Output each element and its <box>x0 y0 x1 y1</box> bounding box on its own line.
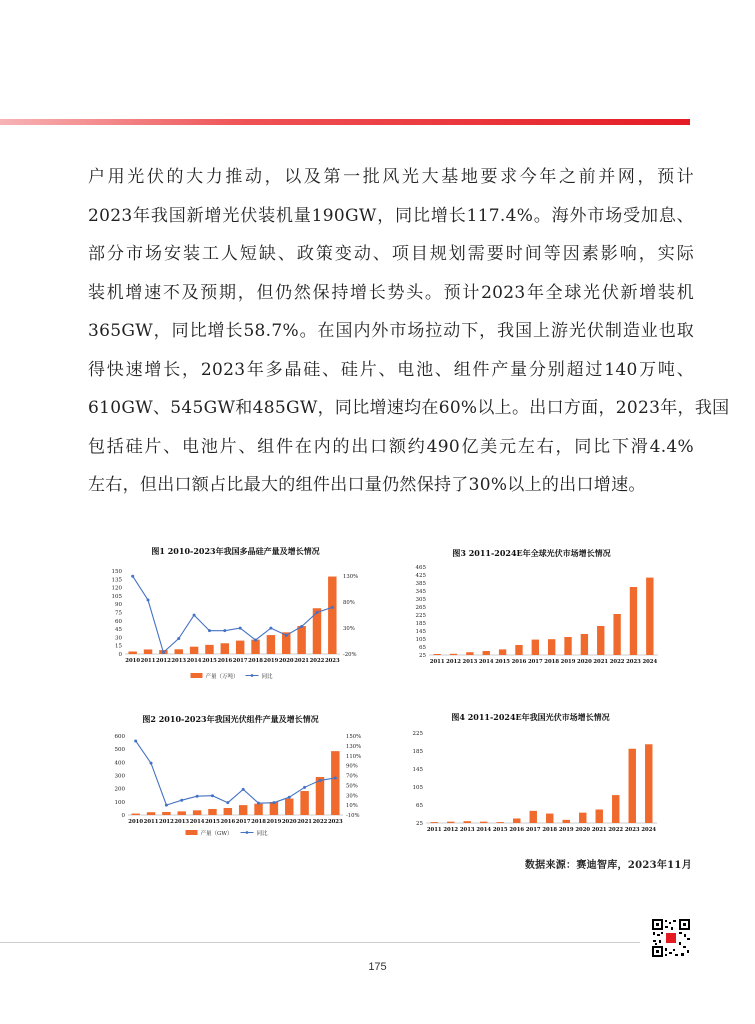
chart-title: 图4 2011-2024E年我国光伏市场增长情况 <box>451 712 610 722</box>
bar <box>480 822 487 823</box>
module-chart-svg <box>103 709 362 839</box>
legend-bar-swatch <box>186 830 198 835</box>
y-tick-label: 145 <box>412 767 423 773</box>
header-accent-bar <box>0 119 690 125</box>
y-right-tick-label: 130% <box>346 743 362 750</box>
x-tick-label: 2011 <box>429 659 445 665</box>
bar <box>224 808 232 815</box>
bar <box>297 626 305 654</box>
growth-point <box>285 634 288 637</box>
bar <box>464 821 471 823</box>
bar <box>613 614 620 655</box>
x-tick-label: 2014 <box>186 658 202 664</box>
x-tick-label: 2015 <box>495 659 510 665</box>
qr-code-icon <box>651 918 691 958</box>
growth-point <box>269 627 272 630</box>
bar <box>128 652 136 654</box>
y-tick-label: 225 <box>415 613 426 619</box>
body-paragraph <box>88 158 730 505</box>
bar <box>267 635 275 654</box>
y-tick-label: 465 <box>415 565 426 571</box>
x-tick-label: 2023 <box>324 658 340 664</box>
growth-point <box>134 739 137 742</box>
x-tick-label: 2014 <box>189 819 205 825</box>
growth-point <box>254 638 257 641</box>
y-right-tick-label: 130% <box>343 574 359 581</box>
bar <box>530 811 537 823</box>
y-tick-label: 25 <box>416 821 423 827</box>
legend-bar-label: 产量（万吨） <box>205 674 239 680</box>
x-tick-label: 2016 <box>509 827 525 833</box>
y-tick-label: 105 <box>415 637 426 643</box>
y-tick-label: 90 <box>115 602 122 609</box>
growth-point <box>288 796 291 799</box>
x-tick-label: 2015 <box>492 827 508 833</box>
bar <box>328 577 336 654</box>
x-tick-label: 2017 <box>525 827 541 833</box>
x-tick-label: 2024 <box>641 827 657 833</box>
growth-point <box>315 611 318 614</box>
bar <box>645 744 652 823</box>
bar <box>646 578 653 655</box>
x-tick-label: 2019 <box>263 658 279 664</box>
x-tick-label: 2016 <box>217 658 233 664</box>
y-tick-label: 15 <box>115 643 122 650</box>
paragraph-line: 装机增速不及预期，但仍然保持增长势头。预计2023年全球光伏新增装机 <box>88 282 694 303</box>
x-tick-label: 2017 <box>232 658 248 664</box>
y-right-tick-label: 30% <box>346 793 358 800</box>
global-pv-chart-svg <box>399 541 664 682</box>
x-tick-label: 2012 <box>159 819 174 825</box>
x-tick-label: 2011 <box>426 827 442 833</box>
y-tick-label: 225 <box>412 731 423 737</box>
chart-china-pv <box>397 709 664 840</box>
x-tick-label: 2011 <box>140 658 156 664</box>
x-tick-label: 2020 <box>278 658 294 664</box>
x-tick-label: 2018 <box>251 819 266 825</box>
y-tick-label: 200 <box>114 786 125 793</box>
paragraph-line: 得快速增长，2023年多晶硅、硅片、电池、组件产量分别超过140万吨、 <box>88 359 694 380</box>
x-tick-label: 2012 <box>156 658 171 664</box>
legend-bar-label: 产量（GW） <box>200 831 233 837</box>
bar <box>147 812 155 815</box>
y-tick-label: 65 <box>416 803 423 809</box>
x-tick-label: 2018 <box>248 658 263 664</box>
china-pv-chart-svg <box>397 709 664 840</box>
y-tick-label: 385 <box>415 581 426 587</box>
y-tick-label: 305 <box>415 597 426 603</box>
y-tick-label: 185 <box>412 749 423 755</box>
bar <box>629 749 636 823</box>
paragraph-line: 部分市场安装工人短缺、政策变动、项目规划需要时间等因素影响，实际 <box>88 244 694 264</box>
bar <box>581 634 588 655</box>
x-tick-label: 2016 <box>511 659 527 665</box>
bar <box>563 820 570 823</box>
y-tick-label: 60 <box>115 618 122 625</box>
x-tick-label: 2013 <box>459 827 475 833</box>
chart-polysilicon <box>113 541 358 682</box>
bar <box>254 804 262 815</box>
y-right-tick-label: 50% <box>346 783 358 790</box>
paragraph-line: 365GW，同比增长58.7%。在国内外市场拉动下，我国上游光伏制造业也取 <box>88 321 694 341</box>
bar <box>190 647 198 654</box>
bar <box>431 822 438 823</box>
legend-bar-swatch <box>191 673 203 678</box>
bar <box>447 822 454 823</box>
bar <box>612 795 619 823</box>
growth-point <box>165 804 168 807</box>
x-tick-label: 2020 <box>281 819 297 825</box>
x-tick-label: 2017 <box>527 659 543 665</box>
y-tick-label: 0 <box>121 813 125 819</box>
x-tick-label: 2022 <box>312 819 328 825</box>
bar <box>205 645 213 654</box>
bar <box>546 814 553 823</box>
y-right-tick-label: 150% <box>346 734 362 740</box>
growth-point <box>239 627 242 630</box>
page-number: 175 <box>368 961 387 973</box>
x-tick-label: 2013 <box>174 819 190 825</box>
y-tick-label: 65 <box>419 645 426 651</box>
chart-title: 图1 2010-2023年我国多晶硅产量及增长情况 <box>151 546 320 556</box>
bar <box>251 640 259 654</box>
growth-point <box>331 606 334 609</box>
growth-point <box>223 629 226 632</box>
x-tick-label: 2020 <box>575 827 591 833</box>
y-tick-label: 145 <box>415 629 426 635</box>
bar <box>497 822 504 823</box>
x-tick-label: 2019 <box>558 827 574 833</box>
x-tick-label: 2015 <box>205 819 220 825</box>
y-right-tick-label: -10% <box>346 813 360 819</box>
bar <box>331 751 339 815</box>
polysilicon-chart-svg <box>113 541 358 682</box>
x-tick-label: 2014 <box>478 659 494 665</box>
bar <box>433 654 440 655</box>
data-source-note: 数据来源：赛迪智库，2023年11月 <box>524 860 692 871</box>
paragraph-line: 包括硅片、电池片、组件在内的出口额约490亿美元左右，同比下滑4.4% <box>88 436 694 457</box>
y-tick-label: 135 <box>111 577 122 584</box>
y-tick-label: 0 <box>118 652 122 658</box>
y-right-tick-label: 80% <box>343 600 355 607</box>
x-tick-label: 2015 <box>202 658 217 664</box>
legend-line-label: 同比 <box>256 831 268 837</box>
x-tick-label: 2014 <box>476 827 492 833</box>
legend-line-marker <box>246 831 249 834</box>
bar <box>513 819 520 824</box>
bar <box>162 812 170 815</box>
y-tick-label: 100 <box>114 799 125 806</box>
growth-point <box>300 625 303 628</box>
growth-point <box>193 614 196 617</box>
y-right-tick-label: -20% <box>343 652 357 658</box>
growth-point <box>196 795 199 798</box>
x-tick-label: 2013 <box>171 658 187 664</box>
x-tick-label: 2021 <box>294 658 309 664</box>
bar <box>208 809 216 815</box>
chart-module <box>103 709 362 839</box>
x-tick-label: 2012 <box>443 827 459 833</box>
y-right-tick-label: 90% <box>346 763 358 770</box>
y-right-tick-label: 70% <box>346 773 358 780</box>
x-tick-label: 2013 <box>462 659 478 665</box>
x-tick-label: 2023 <box>327 819 343 825</box>
x-tick-label: 2019 <box>560 659 576 665</box>
bar <box>236 641 244 654</box>
y-tick-label: 425 <box>415 573 426 579</box>
y-tick-label: 120 <box>111 585 122 592</box>
paragraph-line: 户用光伏的大力推动，以及第一批风光大基地要求今年之前并网，预计 <box>88 167 694 187</box>
x-tick-label: 2022 <box>609 659 625 665</box>
growth-point <box>150 762 153 765</box>
x-tick-label: 2011 <box>143 819 159 825</box>
x-tick-label: 2022 <box>309 658 325 664</box>
y-tick-label: 30 <box>115 635 122 642</box>
growth-point <box>147 599 150 602</box>
y-tick-label: 105 <box>412 785 423 791</box>
growth-point <box>131 575 134 578</box>
bar <box>131 814 139 815</box>
y-tick-label: 600 <box>114 734 125 740</box>
y-tick-label: 45 <box>115 627 122 634</box>
growth-point <box>334 776 337 779</box>
growth-point <box>242 788 245 791</box>
growth-point <box>208 629 211 632</box>
x-tick-label: 2018 <box>542 827 558 833</box>
bar <box>548 639 555 655</box>
x-tick-label: 2024 <box>642 659 658 665</box>
growth-point <box>180 799 183 802</box>
y-tick-label: 265 <box>415 605 426 611</box>
bar <box>579 813 586 823</box>
bar <box>300 791 308 815</box>
paragraph-line: 610GW、545GW和485GW，同比增速均在60%以上。出口方面，2023年，我国 <box>88 398 730 418</box>
bar <box>178 811 186 815</box>
bar <box>499 649 506 655</box>
bar <box>596 810 603 824</box>
bar <box>564 637 571 655</box>
x-tick-label: 2010 <box>125 658 141 664</box>
footer-divider <box>0 942 640 943</box>
bar <box>532 640 539 655</box>
x-tick-label: 2017 <box>235 819 251 825</box>
bar <box>515 645 522 655</box>
growth-point <box>211 794 214 797</box>
y-tick-label: 25 <box>419 653 426 659</box>
x-tick-label: 2018 <box>544 659 560 665</box>
bar <box>450 654 457 655</box>
y-tick-label: 75 <box>115 610 122 617</box>
bar <box>193 810 201 815</box>
bar <box>483 651 490 655</box>
x-tick-label: 2019 <box>266 819 282 825</box>
y-right-tick-label: 10% <box>346 803 358 810</box>
x-tick-label: 2021 <box>593 659 609 665</box>
paragraph-line: 左右，但出口额占比最大的组件出口量仍然保持了30%以上的出口增速。 <box>88 475 646 495</box>
y-tick-label: 500 <box>114 747 125 754</box>
chart-global-pv <box>399 541 664 682</box>
growth-point <box>272 801 275 804</box>
x-tick-label: 2021 <box>297 819 312 825</box>
bar <box>175 649 183 654</box>
x-tick-label: 2022 <box>608 827 624 833</box>
bar <box>144 649 152 654</box>
growth-point <box>318 779 321 782</box>
y-tick-label: 300 <box>114 773 125 780</box>
x-tick-label: 2016 <box>220 819 236 825</box>
y-tick-label: 345 <box>415 589 426 595</box>
bar <box>221 643 229 654</box>
y-right-tick-label: 30% <box>343 626 355 633</box>
chart-title: 图3 2011-2024E年全球光伏市场增长情况 <box>452 548 611 558</box>
growth-point <box>177 637 180 640</box>
bar <box>466 652 473 655</box>
growth-point <box>226 801 229 804</box>
legend-line-label: 同比 <box>261 674 273 680</box>
chart-title: 图2 2010-2023年我国光伏组件产量及增长情况 <box>142 714 319 724</box>
y-tick-label: 105 <box>111 593 122 600</box>
bar <box>316 777 324 815</box>
paragraph-line: 2023年我国新增光伏装机量190GW，同比增长117.4%。海外市场受加息、 <box>88 205 694 226</box>
bar <box>597 626 604 655</box>
bar <box>239 805 247 815</box>
x-tick-label: 2023 <box>626 659 641 665</box>
bar <box>630 587 637 655</box>
x-tick-label: 2020 <box>577 659 592 665</box>
x-tick-label: 2021 <box>591 827 607 833</box>
growth-point <box>257 802 260 805</box>
y-tick-label: 185 <box>415 621 426 627</box>
growth-point <box>162 651 165 654</box>
y-tick-label: 150 <box>111 569 122 575</box>
y-tick-label: 400 <box>114 760 125 767</box>
y-right-tick-label: 110% <box>346 753 362 760</box>
legend-line-marker <box>251 674 254 677</box>
x-tick-label: 2010 <box>128 819 144 825</box>
x-tick-label: 2023 <box>624 827 640 833</box>
x-tick-label: 2012 <box>446 659 461 665</box>
growth-point <box>303 786 306 789</box>
bar <box>285 799 293 815</box>
